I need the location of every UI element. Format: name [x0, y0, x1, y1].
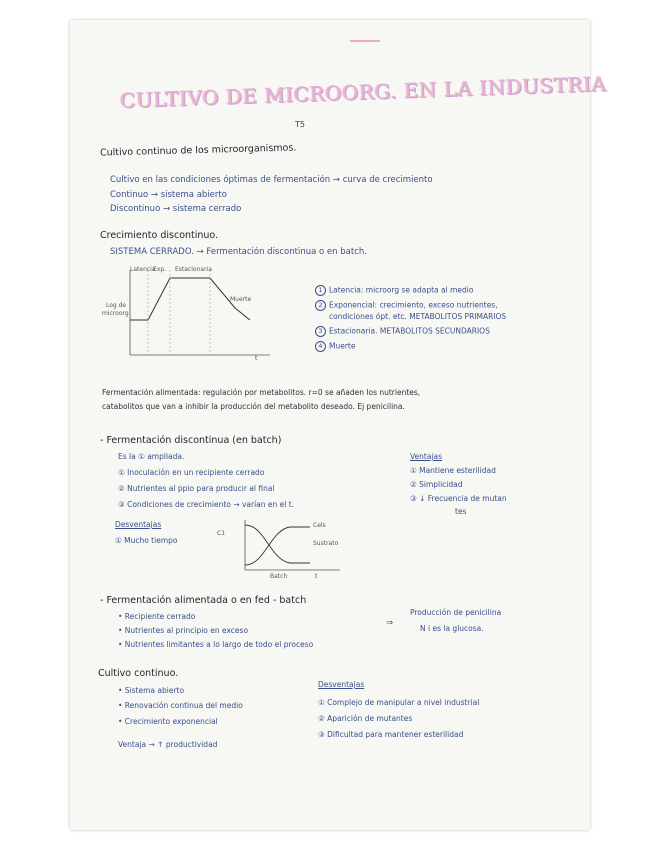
graph-series-label: Sustrato: [313, 540, 339, 547]
arrow-icon: ⇒: [386, 618, 394, 628]
graph-y-label: microorg: [102, 310, 129, 317]
page-title: CULTIVO DE MICROORG. EN LA INDUSTRIA: [119, 71, 607, 113]
desventajas-heading: Desventajas: [115, 520, 162, 529]
text-line: SISTEMA CERRADO. → Fermentación discontinua o en batch.: [110, 247, 367, 257]
graph-x-label: Batch: [270, 573, 288, 580]
list-item: ① Mantiene esterilidad: [410, 466, 496, 475]
section-heading-cultivo-continuo: Cultivo continuo.: [98, 668, 179, 679]
graph-phase-label: Latencia: [130, 266, 156, 273]
text-line: Discontinuo → sistema cerrado: [110, 204, 242, 214]
circled-number: 3: [315, 326, 326, 337]
graph-phase-label: Estacionaria: [175, 266, 212, 273]
section-heading-cultivo-continuo-microorg: Cultivo continuo de los microorganismos.: [99, 142, 297, 159]
text-line: catabolitos que van a inhibir la producción del metabolito deseado. Ej penicilina.: [102, 402, 405, 411]
list-item: ② Aparición de mutantes: [318, 714, 413, 723]
list-item: • Sistema abierto: [118, 686, 185, 695]
list-item-cont: tes: [455, 507, 467, 516]
graph-y-label: Log de: [106, 302, 127, 309]
graph-y-label: C1: [217, 530, 226, 537]
growth-curve-graph: [100, 260, 280, 380]
circled-number: 1: [315, 285, 326, 296]
text-line: Continuo → sistema abierto: [110, 190, 227, 200]
section-heading-fed-batch: - Fermentación alimentada o en fed - batch: [100, 595, 307, 606]
text-line: N i es la glucosa.: [420, 624, 484, 633]
phase-item: 1 Latencia: microorg se adapta al medio: [315, 285, 473, 296]
list-item: ① Inoculación en un recipiente cerrado: [118, 468, 265, 477]
ventaja-line: Ventaja → ↑ productividad: [118, 740, 218, 749]
list-item: • Renovación continua del medio: [118, 701, 243, 710]
list-item: • Recipiente cerrado: [118, 612, 196, 621]
pink-highlight-mark: [350, 40, 380, 42]
list-item: ② Nutrientes al ppio para producir al final: [118, 484, 275, 493]
list-item: ② Simplicidad: [410, 480, 463, 489]
batch-graph: [230, 515, 350, 585]
desventajas-heading: Desventajas: [318, 680, 365, 689]
graph-series-label: Cels: [313, 522, 326, 529]
graph-x-label: t: [315, 573, 318, 580]
ventajas-heading: Ventajas: [410, 452, 443, 461]
circled-number: 4: [315, 341, 326, 352]
notebook-page: [70, 20, 607, 830]
page-subtitle: T5: [295, 120, 305, 129]
text-line: Producción de penicilina: [410, 608, 502, 617]
list-item: • Nutrientes limitantes a lo largo de todo el proceso: [118, 640, 314, 649]
phase-item: 4 Muerte: [315, 341, 355, 352]
graph-x-label: t: [255, 355, 258, 362]
list-item: ③ ↓ Frecuencia de mutan: [410, 494, 507, 503]
list-item: • Nutrientes al principio en exceso: [118, 626, 249, 635]
phase-item: 3 Estacionaria. METABOLITOS SECUNDARIOS: [315, 326, 490, 337]
phase-item-cont: condiciones ópt. etc. METABOLITOS PRIMARIOS: [329, 312, 507, 321]
list-item: • Crecimiento exponencial: [118, 717, 218, 726]
section-heading-crecimiento-discontinuo: Crecimiento discontinuo.: [100, 230, 219, 241]
list-item: ① Complejo de manipular a nivel industrial: [318, 698, 480, 707]
section-heading-fermentacion-discontinua: - Fermentación discontinua (en batch): [100, 435, 282, 446]
circled-number: 2: [315, 300, 326, 311]
graph-phase-label: Muerte: [230, 296, 252, 303]
list-item: ① Mucho tiempo: [115, 536, 178, 545]
list-item: ③ Condiciones de crecimiento → varían en el t.: [118, 500, 295, 509]
text-line: Cultivo en las condiciones óptimas de fermentación → curva de crecimiento: [110, 175, 433, 185]
phase-item: 2 Exponencial: crecimiento, exceso nutrientes,: [315, 300, 498, 311]
text-line: Fermentación alimentada: regulación por metabolitos. r=0 se añaden los nutrientes,: [102, 388, 421, 397]
graph-phase-label: Exp.: [153, 266, 167, 273]
text-line: Es la ① ampliada.: [118, 452, 185, 461]
list-item: ③ Dificultad para mantener esterilidad: [318, 730, 464, 739]
